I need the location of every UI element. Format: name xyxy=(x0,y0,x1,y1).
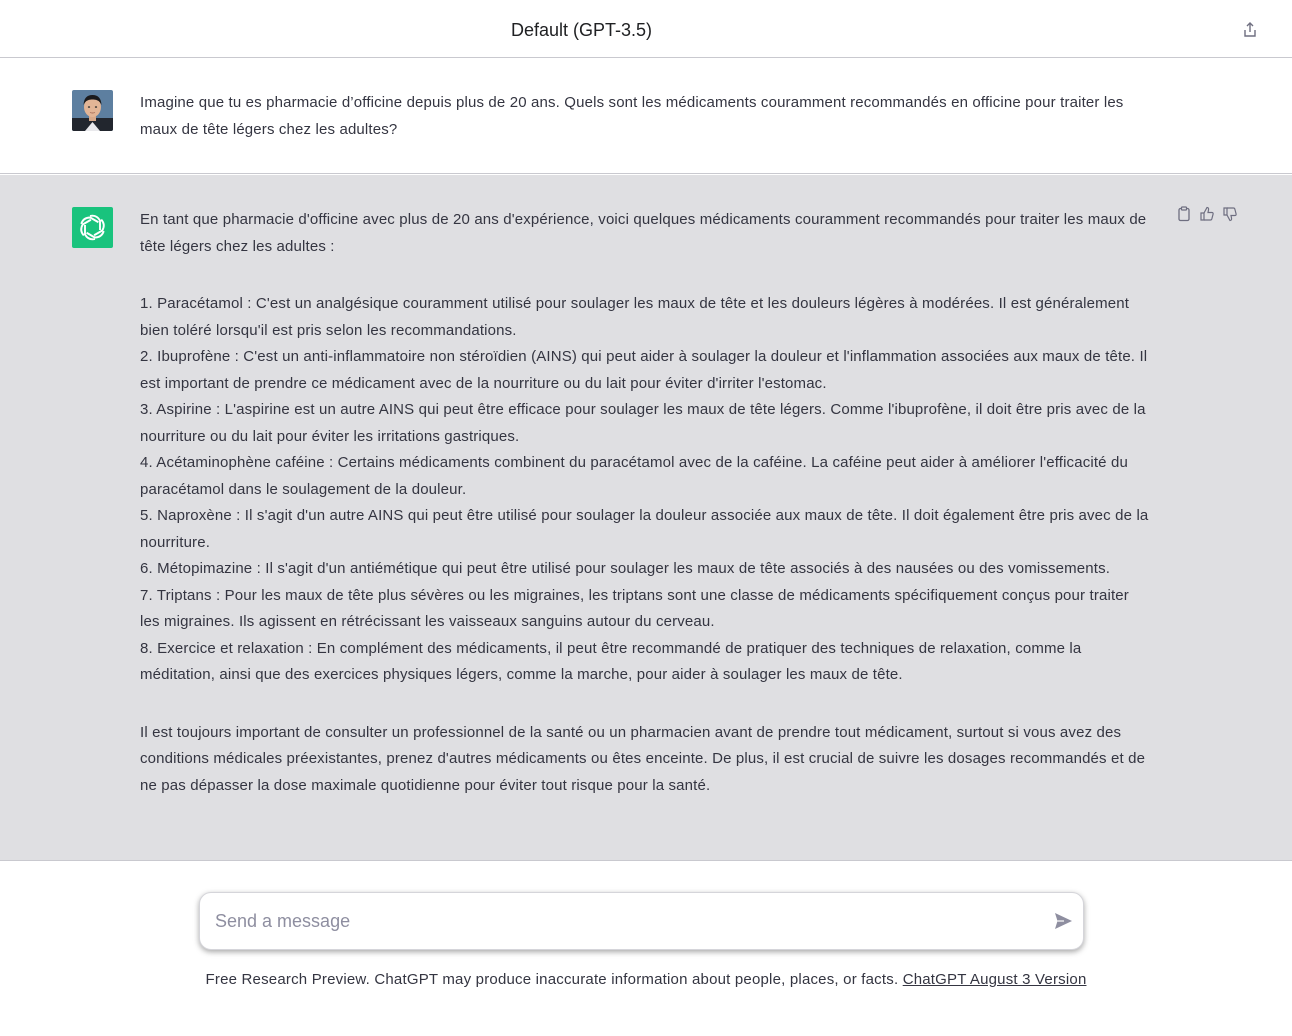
copy-icon[interactable] xyxy=(1176,205,1192,223)
footer-disclaimer: Free Research Preview. ChatGPT may produce inaccurate information about people, places, or facts. xyxy=(205,971,899,988)
top-bar xyxy=(0,0,1292,58)
paragraph-gap xyxy=(140,260,1150,291)
list-item: 1. Paracétamol : C'est un analgésique couramment utilisé pour soulager les maux de tête et les douleurs légères à modérées. Il est généralement bien toléré lorsqu'il est pris selon les recommandations. xyxy=(140,295,1130,339)
user-message-text: Imagine que tu es pharmacie d’officine depuis plus de 20 ans. Quels sont les médicaments couramment recommandés en officine pour traiter les maux de tête légers chez les adultes? xyxy=(140,94,1124,138)
message-input[interactable] xyxy=(215,907,1035,935)
share-icon[interactable] xyxy=(1240,20,1260,40)
user-avatar xyxy=(72,90,113,131)
footer xyxy=(0,971,1292,988)
thumbs-down-icon[interactable] xyxy=(1222,205,1238,223)
model-title[interactable]: Default (GPT-3.5) xyxy=(510,20,653,40)
version-link[interactable]: ChatGPT August 3 Version xyxy=(902,971,1087,988)
send-icon[interactable] xyxy=(1052,910,1074,932)
assistant-message xyxy=(0,175,1292,861)
assistant-intro: En tant que pharmacie d'officine avec plus de 20 ans d'expérience, voici quelques médicaments couramment recommandés pour traiter les maux de tête légers chez les adultes : xyxy=(140,211,1147,255)
paragraph-gap xyxy=(140,689,1150,720)
user-message xyxy=(0,58,1292,174)
list-item: 5. Naproxène : Il s'agit d'un autre AINS qui peut être utilisé pour soulager la douleur associée aux maux de tête. Il doit également être pris avec de la nourriture. xyxy=(140,507,1149,551)
message-actions xyxy=(1176,205,1242,223)
assistant-message-text xyxy=(140,207,1150,799)
chatgpt-logo-icon xyxy=(72,207,113,248)
list-item: 7. Triptans : Pour les maux de tête plus sévères ou les migraines, les triptans sont une classe de médicaments spécifiquement conçus pour traiter les migraines. Ils agissent en rétrécissant les vaisseaux sanguins autour du cerveau. xyxy=(140,586,1129,630)
list-item: 3. Aspirine : L'aspirine est un autre AINS qui peut être efficace pour soulager les maux de tête légers. Comme l'ibuprofène, il doit être pris avec de la nourriture ou du lait pour éviter les irritations gastriques. xyxy=(140,401,1146,445)
list-item: 8. Exercice et relaxation : En complément des médicaments, il peut être recommandé de pratiquer des techniques de relaxation, comme la méditation, ainsi que des exercices physiques légers, comme la marche, pour aider à soulager les maux de tête. xyxy=(140,639,1082,683)
message-composer xyxy=(199,892,1084,950)
thumbs-up-icon[interactable] xyxy=(1199,205,1215,223)
assistant-conclusion: Il est toujours important de consulter un professionnel de la santé ou un pharmacien avant de prendre tout médicament, surtout si vous avez des conditions médicales préexistantes, prenez d'autres médicaments ou êtes enceinte. De plus, il est crucial de suivre les dosages recommandés et de ne pas dépasser la dose maximale quotidienne pour éviter tout risque pour la santé. xyxy=(140,723,1146,794)
list-item: 4. Acétaminophène caféine : Certains médicaments combinent du paracétamol avec de la caféine. La caféine peut aider à améliorer l'efficacité du paracétamol dans le soulagement de la douleur. xyxy=(140,454,1128,498)
list-item: 2. Ibuprofène : C'est un anti-inflammatoire non stéroïdien (AINS) qui peut aider à soulager la douleur et l'inflammation associées aux maux de tête. Il est important de prendre ce médicament avec de la nourriture ou du lait pour éviter d'irriter l'estomac. xyxy=(140,348,1148,392)
list-item: 6. Métopimazine : Il s'agit d'un antiémétique qui peut être utilisé pour soulager les maux de tête associés à des nausées ou des vomissements. xyxy=(140,560,1111,577)
